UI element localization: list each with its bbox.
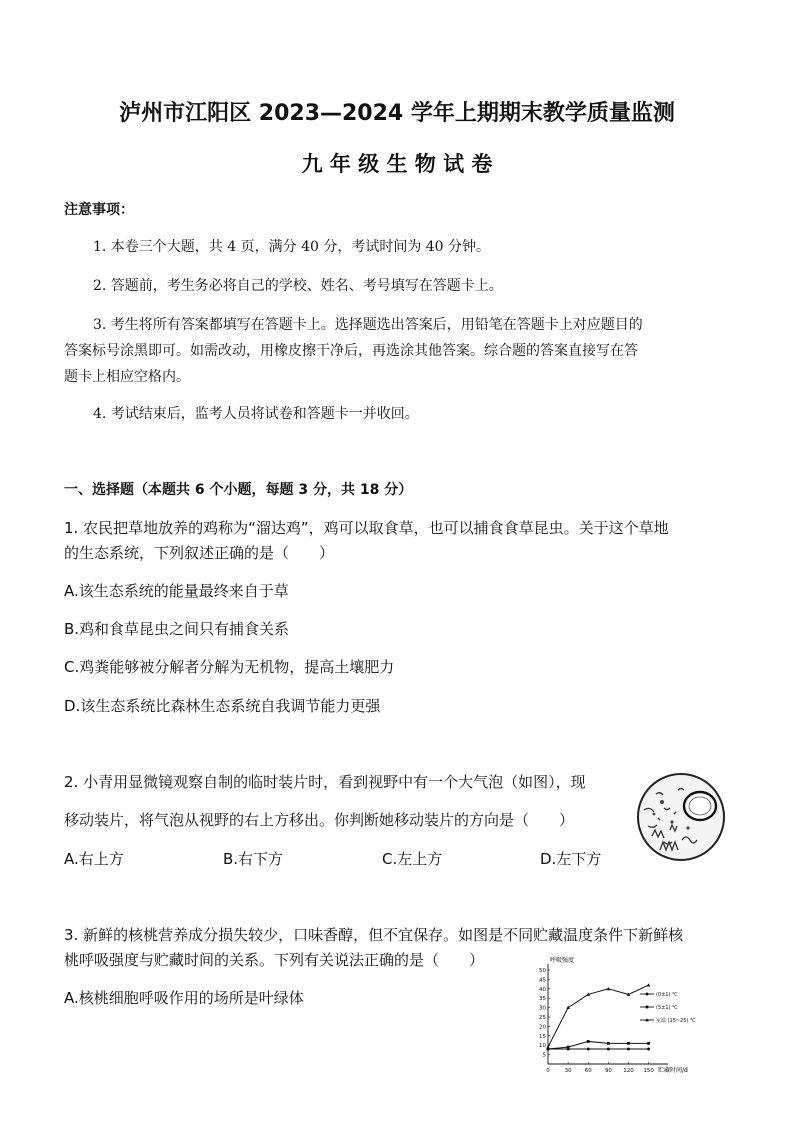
chart-y-tick-label: 10 <box>539 1043 546 1050</box>
chart-data-point <box>587 1047 590 1050</box>
chart-legend-marker <box>646 993 649 996</box>
chart-legend-label: (0±1) ℃ <box>656 992 678 998</box>
chart-legend-marker <box>646 1006 649 1009</box>
notice-item-3-line-1: 3. 考生将所有答案都填写在答题卡上。选择题选出答案后，用铅笔在答题卡上对应题目的 <box>93 317 643 333</box>
notice-item-1: 1. 本卷三个大题，共 4 页，满分 40 分，考试时间为 40 分钟。 <box>93 239 491 255</box>
q3-stem-line-1: 3. 新鲜的核桃营养成分损失较少，口味香醇，但不宜保存。如图是不同贮藏温度条件下新鲜核 <box>64 926 684 944</box>
section-heading: 一、选择题（本题共 6 个小题，每题 3 分，共 18 分） <box>64 482 413 498</box>
notice-item-2: 2. 答题前，考生务必将自己的学校、姓名、考号填写在答题卡上。 <box>93 278 503 294</box>
chart-series-line <box>548 1041 649 1049</box>
chart-x-tick-label: 60 <box>584 1068 592 1074</box>
respiration-chart <box>530 952 700 1074</box>
chart-x-tick-label: 30 <box>564 1068 572 1074</box>
q2-stem-line-1: 2. 小青用显微镜观察自制的临时装片时，看到视野中有一个大气泡（如图），现 <box>64 773 586 791</box>
q1-option-b: B.鸡和食草昆虫之间只有捕食关系 <box>64 620 290 638</box>
chart-x-tick-label: 120 <box>623 1068 634 1074</box>
chart-y-tick-label: 50 <box>539 968 546 974</box>
q1-option-a: A.该生态系统的能量最终来自于草 <box>64 582 289 600</box>
chart-data-point <box>587 1040 590 1043</box>
q1-option-c: C.鸡粪能够被分解者分解为无机物，提高土壤肥力 <box>64 658 395 676</box>
chart-y-tick-label: 30 <box>539 1005 546 1012</box>
chart-series <box>546 983 650 1050</box>
chart-y-tick-label: 5 <box>542 1052 546 1059</box>
chart-data-point <box>546 1045 550 1048</box>
chart-y-tick-label: 25 <box>539 1015 546 1021</box>
chart-x-axis-label: 贮藏时间/d <box>658 1067 688 1074</box>
chart-legend <box>640 992 696 1024</box>
chart-series-line <box>548 985 649 1047</box>
q2-option-d: D.左下方 <box>540 850 602 868</box>
q1-stem-line-1: 1. 农民把草地放养的鸡称为“溜达鸡”，鸡可以取食草，也可以捕食食草昆虫。关于这个草地 <box>64 519 669 537</box>
chart-x-tick-label: 150 <box>643 1068 654 1074</box>
chart-y-tick-label: 20 <box>539 1024 546 1031</box>
chart-ticks <box>539 968 654 1074</box>
q2-option-c: C.左上方 <box>382 850 443 868</box>
chart-legend-label: (5±1) ℃ <box>656 1005 678 1011</box>
chart-x-tick-label: 90 <box>604 1068 612 1074</box>
microscope-view-figure <box>634 770 728 864</box>
q1-stem-line-2: 的生态系统，下列叙述正确的是（ ） <box>64 544 335 562</box>
chart-y-tick-label: 15 <box>539 1033 546 1040</box>
chart-data-point <box>607 1042 610 1045</box>
q1-option-d: D.该生态系统比森林生态系统自我调节能力更强 <box>64 697 381 715</box>
chart-data-point <box>647 1042 650 1045</box>
exam-title: 泸州市江阳区 2023—2024 学年上期期末教学质量监测 <box>119 101 675 126</box>
notice-item-3-line-3: 题卡上相应空格内。 <box>64 369 190 385</box>
notice-heading: 注意事项： <box>64 202 134 218</box>
chart-y-tick-label: 35 <box>539 996 546 1003</box>
q2-stem-line-2: 移动装片，将气泡从视野的右上方移出。你判断她移动装片的方向是（ ） <box>64 811 575 829</box>
chart-data-point <box>627 1047 630 1050</box>
chart-data-point <box>607 1047 610 1050</box>
chart-y-tick-label: 40 <box>539 986 546 993</box>
notice-item-4: 4. 考试结束后，监考人员将试卷和答题卡一并收回。 <box>93 406 419 422</box>
chart-data-point <box>647 1047 650 1050</box>
chart-data-point <box>627 1042 630 1045</box>
q2-option-a: A.右上方 <box>64 850 124 868</box>
chart-data-point <box>607 987 611 990</box>
chart-y-axis-label: 呼吸强度 <box>550 957 575 964</box>
chart-legend-label: 室温 (15~25) ℃ <box>656 1018 696 1024</box>
exam-subtitle: 九 年 级 生 物 试 卷 <box>301 152 493 176</box>
chart-x-tick-label: 0 <box>546 1068 550 1074</box>
chart-data-point <box>647 983 651 986</box>
chart-data-point <box>567 1046 570 1049</box>
chart-y-tick-label: 45 <box>539 977 546 984</box>
notice-item-3-line-2: 答案标号涂黑即可。如需改动，用橡皮擦干净后，再选涂其他答案。综合题的答案直接写在答 <box>64 343 638 359</box>
q2-option-b: B.右下方 <box>223 850 284 868</box>
q3-stem-line-2: 桃呼吸强度与贮藏时间的关系。下列有关说法正确的是（ ） <box>64 951 485 969</box>
q3-option-a: A.核桃细胞呼吸作用的场所是叶绿体 <box>64 989 304 1007</box>
